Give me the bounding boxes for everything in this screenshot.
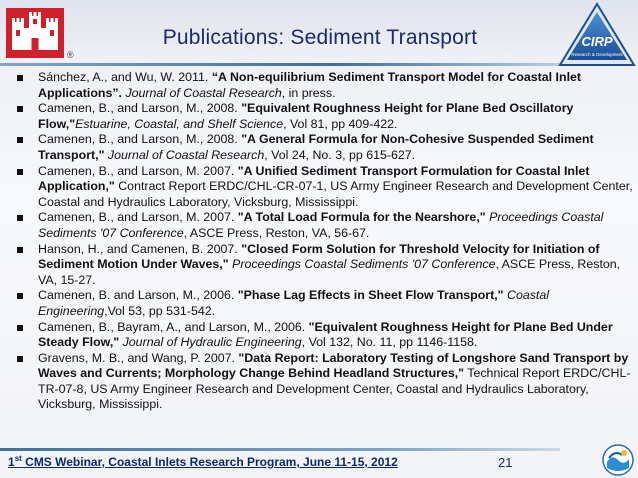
publication-item (8, 101, 634, 132)
registered-mark: ® (67, 50, 74, 60)
cirp-triangle-logo (558, 2, 636, 68)
page-number: 21 (498, 455, 513, 470)
pub-journal: Proceedings Coastal Sediments '07 Conference (38, 210, 604, 240)
pub-title: "Equivalent Roughness Height for Plane Bed Under Steady Flow," (38, 319, 613, 350)
footer-event: CMS Webinar, Coastal Inlets Research Program, June 11-15, 2012 (21, 455, 398, 469)
bullet-icon (17, 293, 23, 299)
pub-details: , Vol 132, No. 11, pp 1146-1158. (301, 335, 478, 350)
header-divider (0, 63, 560, 66)
pub-details: Technical Report ERDC/CHL-TR-07-8, US Army Engineer Research and Development Center, Coastal and Hydraulics Laboratory, Vicksburg, Mississippi. (38, 366, 631, 412)
pub-journal: Estuarine, Coastal, and Shelf Science (75, 116, 284, 131)
pub-authors: Sánchez, A., and Wu, W. 2011. (38, 70, 212, 84)
pub-authors: Camenen, B., and Larson, M. 2007. (38, 210, 238, 225)
bullet-icon (17, 137, 23, 143)
pub-title: "Phase Lag Effects in Sheet Flow Transport," (237, 288, 504, 303)
publication-item (8, 351, 634, 413)
footer-ordinal: 1 (8, 455, 15, 469)
publication-list (8, 70, 634, 413)
pub-title: "A Total Load Formula for the Nearshore," (237, 210, 486, 225)
bullet-icon (17, 356, 23, 362)
bullet-icon (17, 215, 23, 221)
page-title: Publications: Sediment Transport (162, 26, 478, 49)
pub-authors: Camenen, B., Bayram, A., and Larson, M., 2006. (38, 319, 309, 334)
cirp-logo-subtitle: Research & Development (571, 52, 623, 57)
pub-journal: Journal of Hydraulic Engineering (119, 335, 302, 350)
pub-details: ,Vol 53, pp 531-542. (104, 303, 216, 318)
publication-item (8, 242, 634, 289)
footer-ordinal-suffix: st (14, 454, 22, 463)
footer-divider (0, 448, 560, 451)
publication-item (8, 132, 634, 163)
publication-item (8, 164, 634, 211)
publication-item (8, 210, 634, 241)
pub-authors: Gravens, M. B., and Wang, P. 2007. (38, 350, 239, 365)
publication-item (8, 320, 634, 351)
pub-journal: Journal of Coastal Research (122, 85, 282, 100)
publication-item (8, 288, 634, 319)
pub-authors: Camenen, B., and Larson, M., 2008. (38, 101, 242, 116)
pub-details: Contract Report ERDC/CHL-CR-07-1, US Army Engineer Research and Development Center, Coastal and Hydraulics Laboratory, Vicksburg, Mississippi. (38, 179, 633, 209)
pub-details: , in press. (281, 85, 336, 100)
pub-journal: Proceedings Coastal Sediments '07 Conference (228, 257, 496, 272)
pub-details: , ASCE Press, Reston, VA, 15-27. (38, 257, 621, 287)
pub-title: "Closed Form Solution for Threshold Velocity for Initiation of Sediment Motion Under Waves," (38, 241, 600, 272)
pub-details: , Vol 81, pp 409-422. (283, 116, 398, 131)
pub-authors: Hanson, H., and Camenen, B. 2007. (38, 241, 242, 256)
pub-title: "A General Formula for Non-Cohesive Suspended Sediment Transport," (38, 132, 594, 162)
pub-details: , Vol 24, No. 3, pp 615-627. (264, 147, 416, 162)
bullet-icon (17, 106, 23, 112)
publication-item (8, 70, 634, 101)
bullet-icon (17, 247, 23, 253)
bullet-icon (17, 325, 23, 331)
pub-details: , ASCE Press, Reston, VA, 56-67. (183, 225, 370, 240)
pub-title: "Equivalent Roughness Height for Plane Bed Oscillatory Flow," (38, 101, 574, 131)
pub-journal: Coastal Engineering (38, 288, 550, 318)
pub-title: "A Unified Sediment Transport Formulation for Coastal Inlet Application," (38, 163, 590, 194)
pub-authors: Camenen, B., and Larson, M., 2008. (38, 132, 242, 147)
slide-header (0, 0, 638, 70)
footer-text (8, 454, 398, 469)
pub-title: "Data Report: Laboratory Testing of Longshore Sand Transport by Waves and Currents; Morphology Change Behind Headland Structures," (38, 350, 629, 381)
bullet-icon (17, 75, 23, 81)
pub-authors: Camenen, B., and Larson, M. 2007. (38, 163, 238, 178)
pub-title: “A Non-equilibrium Sediment Transport Model for Coastal Inlet Applications”. (38, 70, 582, 100)
ocean-wave-logo (602, 444, 634, 476)
usace-castle-logo (6, 8, 64, 58)
pub-authors: Camenen, B. and Larson, M., 2006. (38, 288, 238, 303)
pub-journal: Journal of Coastal Research (104, 147, 265, 162)
bullet-icon (17, 169, 23, 175)
cirp-logo-text: CIRP (581, 34, 613, 49)
